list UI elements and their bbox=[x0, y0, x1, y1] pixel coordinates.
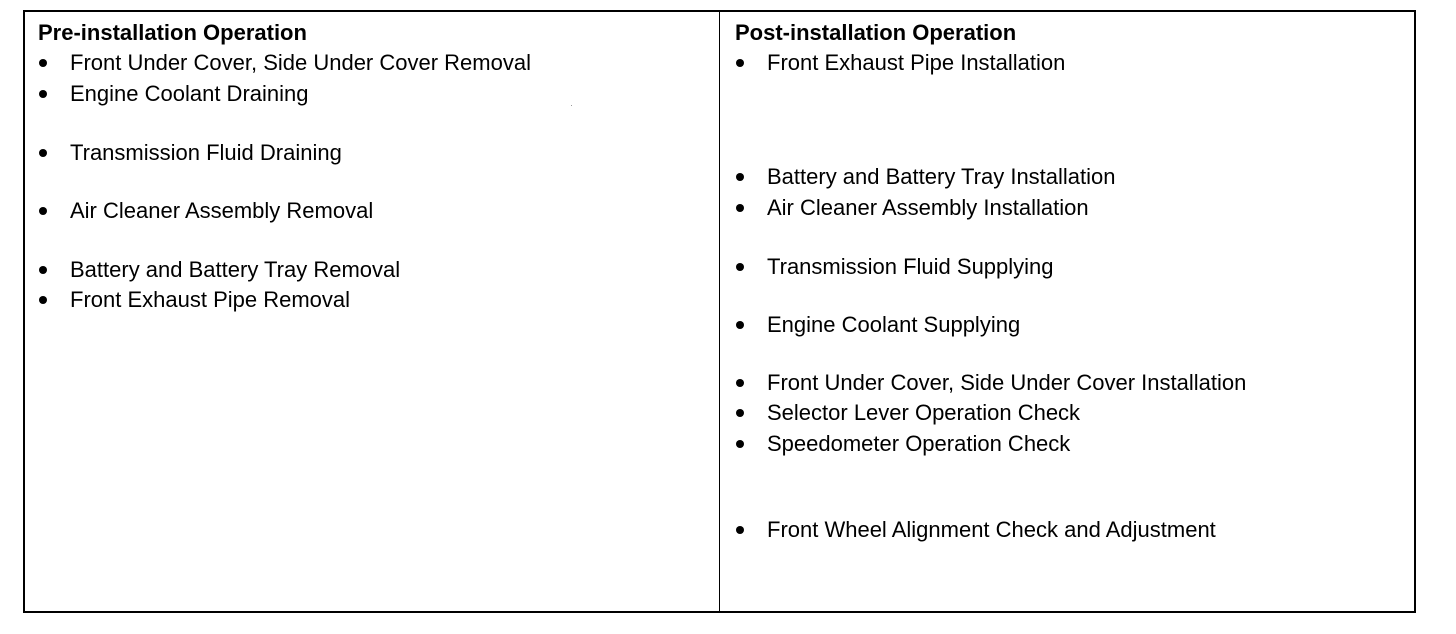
pre-installation-item-text: Front Exhaust Pipe Removal bbox=[70, 287, 351, 312]
post-installation-item-text: Battery and Battery Tray Installation bbox=[767, 164, 1116, 189]
post-installation-item-text: Transmission Fluid Supplying bbox=[767, 254, 1054, 279]
post-installation-item-text: Front Under Cover, Side Under Cover Installation bbox=[767, 370, 1247, 395]
bullet-icon bbox=[38, 198, 48, 224]
pre-installation-item-text: Engine Coolant Draining bbox=[70, 81, 309, 106]
bullet-icon bbox=[735, 164, 745, 190]
post-installation-heading: Post-installation Operation bbox=[735, 20, 1017, 45]
bullet-icon bbox=[38, 257, 48, 283]
bullet-icon bbox=[38, 50, 48, 76]
bullet-icon bbox=[735, 400, 745, 426]
post-installation-item-text: Engine Coolant Supplying bbox=[767, 312, 1021, 337]
bullet-icon bbox=[735, 254, 745, 280]
bullet-icon bbox=[735, 517, 745, 543]
pre-installation-item-text: Battery and Battery Tray Removal bbox=[70, 257, 401, 282]
bullet-icon bbox=[735, 431, 745, 457]
bullet-icon bbox=[735, 50, 745, 76]
bullet-icon bbox=[38, 140, 48, 166]
post-installation-item-text: Selector Lever Operation Check bbox=[767, 400, 1081, 425]
pre-installation-item-text: Transmission Fluid Draining bbox=[70, 140, 342, 165]
post-installation-item-text: Front Wheel Alignment Check and Adjustment bbox=[767, 517, 1216, 542]
bullet-icon bbox=[735, 195, 745, 221]
pre-installation-item-text: Air Cleaner Assembly Removal bbox=[70, 198, 374, 223]
bullet-icon bbox=[38, 81, 48, 107]
column-divider bbox=[719, 10, 720, 613]
scan-speck bbox=[571, 105, 572, 106]
post-installation-item-text: Front Exhaust Pipe Installation bbox=[767, 50, 1066, 75]
pre-installation-item-text: Front Under Cover, Side Under Cover Removal bbox=[70, 50, 531, 75]
bullet-icon bbox=[735, 312, 745, 338]
bullet-icon bbox=[735, 370, 745, 396]
post-installation-item-text: Air Cleaner Assembly Installation bbox=[767, 195, 1089, 220]
bullet-icon bbox=[38, 287, 48, 313]
pre-installation-heading: Pre-installation Operation bbox=[38, 20, 307, 45]
post-installation-item-text: Speedometer Operation Check bbox=[767, 431, 1071, 456]
